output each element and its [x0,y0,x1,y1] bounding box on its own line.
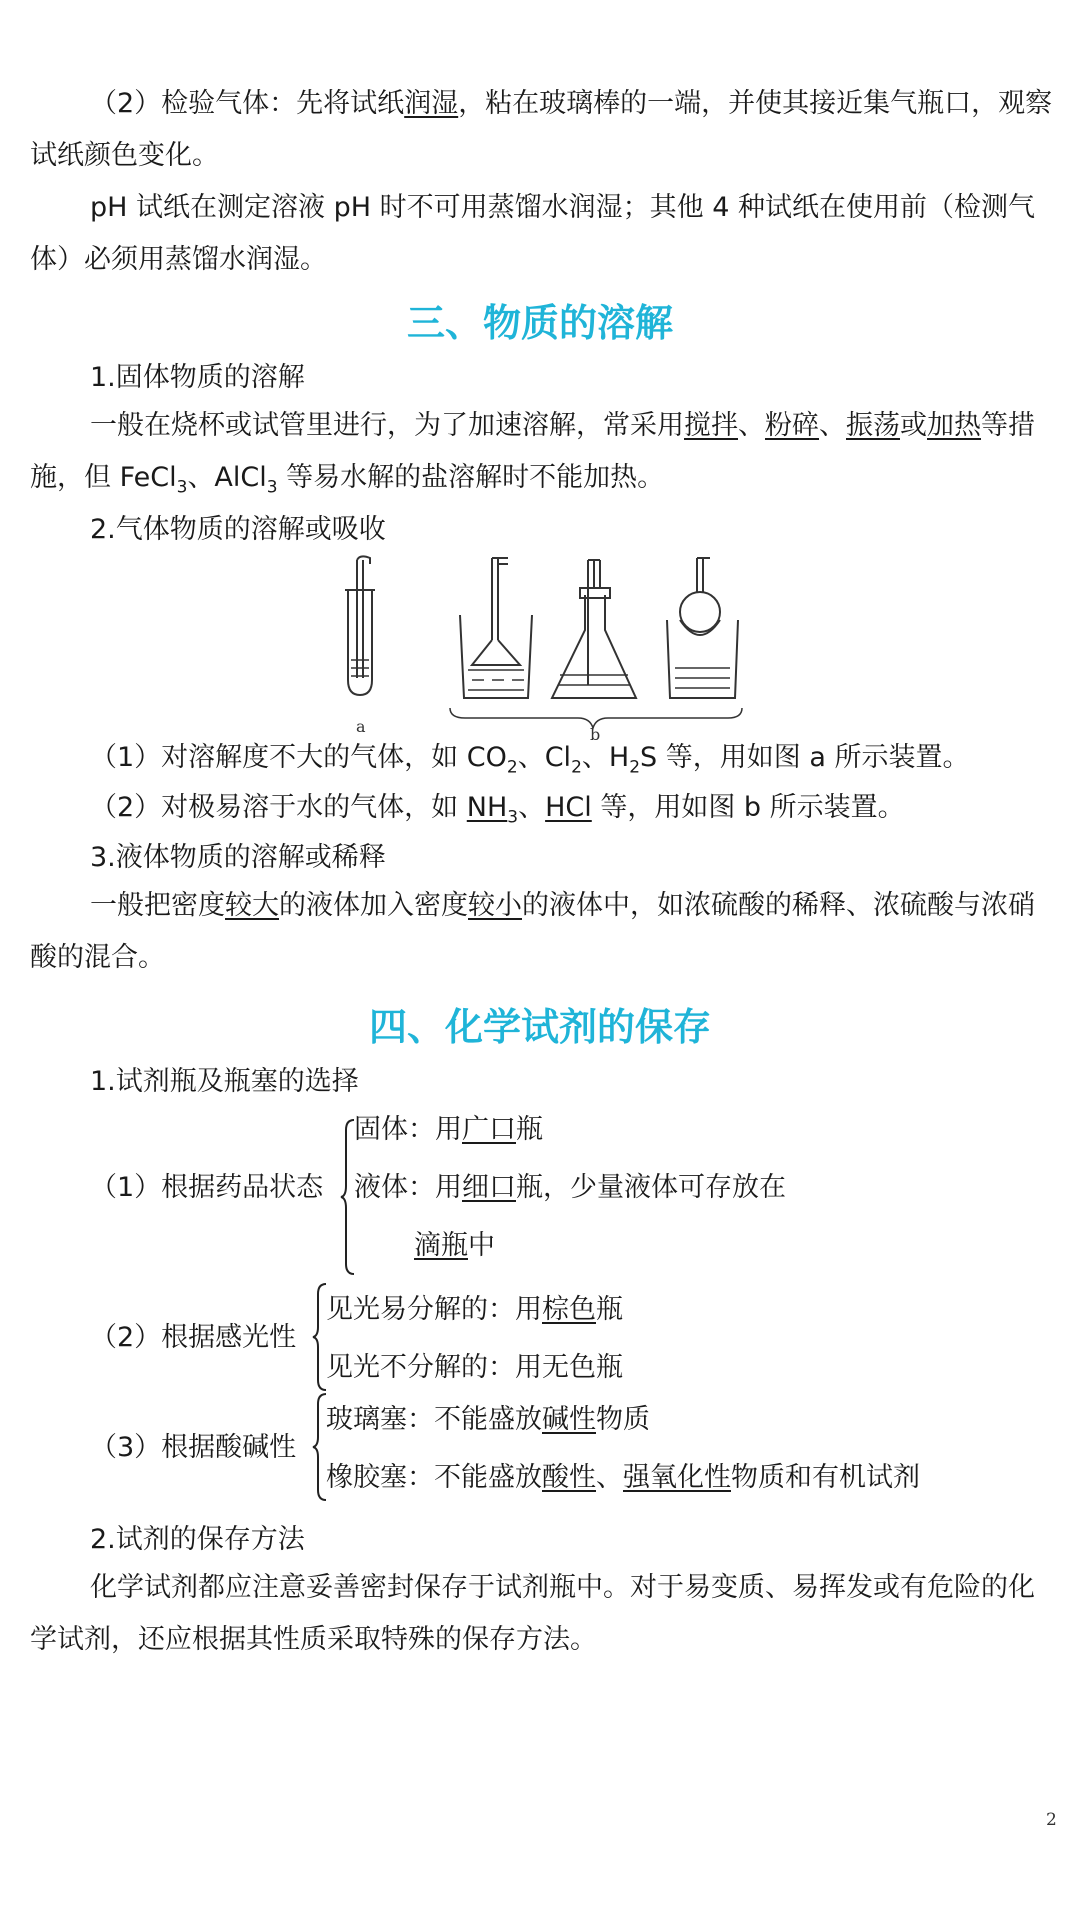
gas-dissolve-subheading: 2.气体物质的溶解或吸收 [90,514,386,545]
test-tube-apparatus [345,556,375,695]
conical-flask-apparatus [552,560,636,698]
dropper-bottle-line: 滴瓶中 [414,1230,495,1261]
liquid-storage-line: 液体：用细口瓶，少量液体可存放在 [354,1172,786,1203]
light-stable-line: 见光不分解的：用无色瓶 [326,1352,623,1383]
figure-label-b: b [590,725,601,740]
section-3-heading: 三、物质的溶解 [406,301,673,345]
section-4-heading: 四、化学试剂的保存 [368,1005,711,1049]
storage-method-subheading: 2.试剂的保存方法 [90,1524,305,1555]
glass-stopper-line: 玻璃塞：不能盛放碱性物质 [326,1404,650,1435]
beaker-funnel-apparatus [460,558,532,698]
high-solubility-gas-item: （2）对极易溶于水的气体，如 $NH_3$、HCl 等，用如图 b 所示装置。 [90,792,905,828]
light-group-label: （2）根据感光性 [90,1322,297,1353]
test-gas-paragraph: （2）检验气体：先将试纸润湿，粘在玻璃棒的一端，并使其接近集气瓶口，观察试纸颜色变化。 [30,88,1053,171]
figure-label-a: a [356,717,366,736]
bottle-selection-subheading: 1.试剂瓶及瓶塞的选择 [90,1066,359,1097]
solid-dissolve-paragraph: 一般在烧杯或试管里进行，为了加速溶解，常采用搅拌、粉碎、振荡或加热等措施，但 FeCl$_3$、AlCl$_3$ 等易水解的盐溶解时不能加热。 [30,410,1035,498]
gas-absorption-figure [330,550,800,740]
acid-base-group-label: （3）根据酸碱性 [90,1432,297,1463]
inverted-funnel-apparatus [667,558,738,698]
solid-dissolve-subheading: 1.固体物质的溶解 [90,362,305,393]
storage-method-paragraph: 化学试剂都应注意妥善密封保存于试剂瓶中。对于易变质、易挥发或有危险的化学试剂，还应根据其性质采取特殊的保存方法。 [30,1572,1035,1655]
ph-paper-paragraph: pH 试纸在测定溶液 pH 时不可用蒸馏水润湿；其他 4 种试纸在使用前（检测气体）必须用蒸馏水润湿。 [30,192,1035,275]
liquid-dissolve-subheading: 3.液体物质的溶解或稀释 [90,842,386,873]
state-group-label: （1）根据药品状态 [90,1172,324,1203]
page-number: 2 [1046,1810,1057,1830]
liquid-dissolve-paragraph: 一般把密度较大的液体加入密度较小的液体中，如浓硫酸的稀释、浓硫酸与浓硝酸的混合。 [30,890,1035,973]
rubber-stopper-line: 橡胶塞：不能盛放酸性、强氧化性物质和有机试剂 [326,1462,920,1493]
light-sensitive-line: 见光易分解的：用棕色瓶 [326,1294,623,1325]
low-solubility-gas-item: （1）对溶解度不大的气体，如 $CO_2$、$Cl_2$、$H_2S$ 等，用如图 a 所示装置。 [90,742,970,778]
solid-storage-line: 固体：用广口瓶 [354,1114,543,1145]
